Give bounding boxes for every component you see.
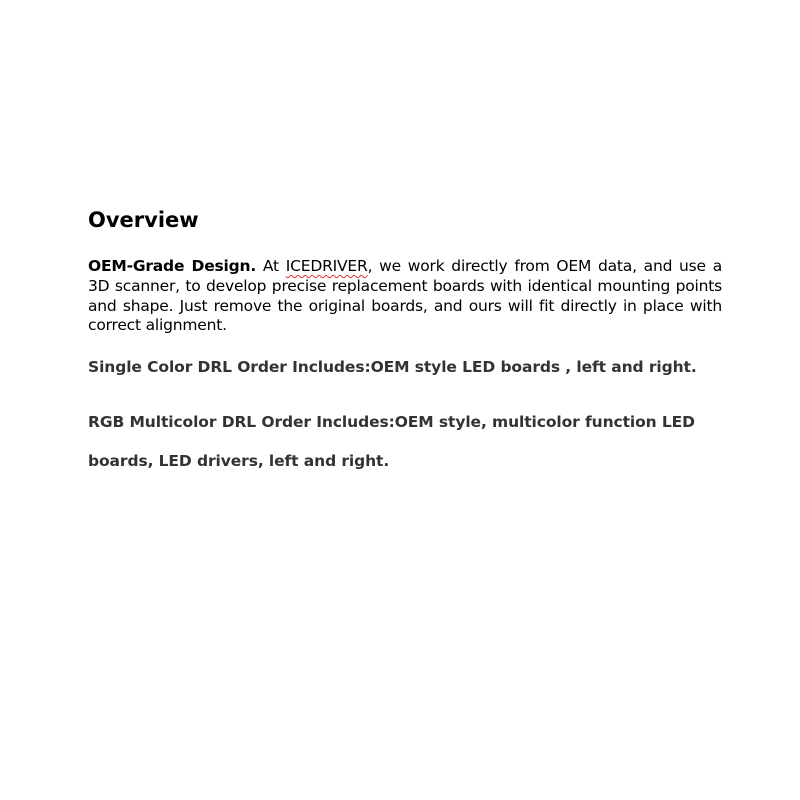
rgb-multicolor-order-includes: RGB Multicolor DRL Order Includes:OEM style, multicolor function LED boards, LED drivers, left and right. bbox=[88, 412, 695, 471]
description-block bbox=[88, 205, 722, 482]
paragraph-text-after-brand: , we work directly from OEM data, and use a 3D scanner, to develop precise replacement boards with identical mounting points and shape. Just remove the original boards, and ours will fit directly in place with correct alignment. bbox=[88, 257, 722, 335]
oem-grade-paragraph bbox=[88, 257, 722, 336]
overview-heading: Overview bbox=[88, 208, 199, 232]
single-color-order-includes: Single Color DRL Order Includes:OEM style LED boards , left and right. bbox=[88, 358, 697, 377]
brand-name: ICEDRIVER bbox=[285, 257, 368, 275]
paragraph-text-before-brand: At bbox=[256, 257, 286, 275]
oem-grade-lead: OEM-Grade Design. bbox=[88, 257, 257, 275]
